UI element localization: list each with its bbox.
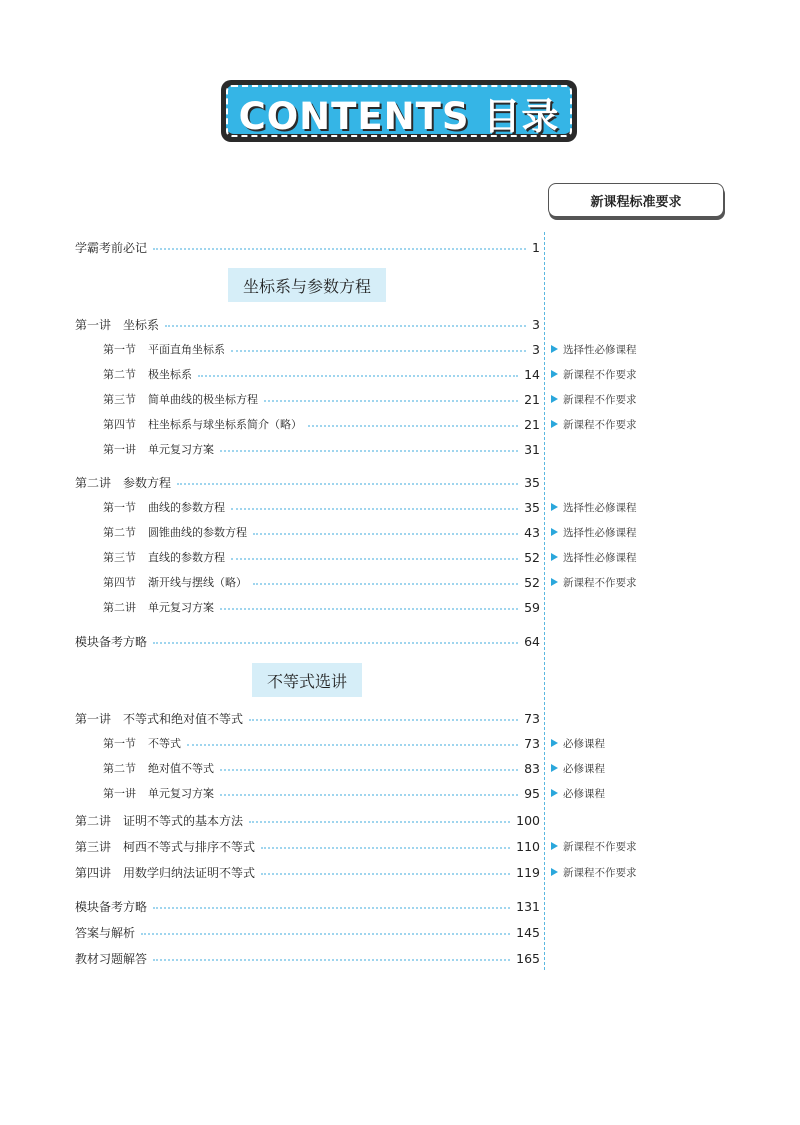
page-title: CONTENTS 目录 [238, 95, 560, 138]
triangle-bullet-icon [551, 370, 558, 378]
toc-row[interactable]: 第三节 直线的参数方程 52 选择性必修课程 [0, 547, 800, 567]
toc-row[interactable]: 第四节 渐开线与摆线（略） 52 新课程不作要求 [0, 572, 800, 592]
toc-title: 直线的参数方程 [148, 551, 225, 564]
toc-row[interactable]: 第一讲 坐标系 3 [75, 316, 540, 332]
toc-page: 35 [524, 499, 540, 515]
toc-row[interactable]: 第一节 不等式 73 必修课程 [0, 733, 800, 753]
toc-page: 35 [524, 474, 540, 490]
toc-page: 43 [524, 524, 540, 540]
toc-title: 答案与解析 [75, 925, 136, 940]
contents-banner [221, 80, 577, 142]
toc-row[interactable]: 第二节 圆锥曲线的参数方程 43 选择性必修课程 [0, 522, 800, 542]
toc-page: 31 [524, 441, 540, 457]
triangle-bullet-icon [551, 345, 558, 353]
triangle-bullet-icon [551, 842, 558, 850]
toc-title: 单元复习方案 [148, 601, 214, 614]
toc-row[interactable] [0, 631, 800, 651]
requirement-tag: 选择性必修课程 [551, 522, 637, 542]
toc-page: 1 [532, 239, 540, 255]
requirement-tag: 新课程不作要求 [551, 389, 637, 409]
toc-row[interactable]: 第一讲 单元复习方案 95 必修课程 [0, 783, 800, 803]
toc-page: 59 [524, 599, 540, 615]
triangle-bullet-icon [551, 739, 558, 747]
triangle-bullet-icon [551, 553, 558, 561]
triangle-bullet-icon [551, 868, 558, 876]
toc-row[interactable] [0, 922, 800, 942]
toc-page: 95 [524, 785, 540, 801]
triangle-bullet-icon [551, 764, 558, 772]
toc-row[interactable]: 第二讲 单元复习方案 59 [103, 599, 540, 615]
requirement-tag: 选择性必修课程 [551, 339, 637, 359]
toc-page: 52 [524, 574, 540, 590]
requirement-tag: 选择性必修课程 [551, 547, 637, 567]
toc-title: 坐标系 [123, 317, 160, 332]
toc-row[interactable]: 第二讲 证明不等式的基本方法 100 [75, 812, 540, 828]
toc-row[interactable]: 第四节 柱坐标系与球坐标系简介（略） 21 新课程不作要求 [0, 414, 800, 434]
triangle-bullet-icon [551, 503, 558, 511]
requirement-tag: 新课程不作要求 [551, 364, 637, 384]
toc-page: 3 [532, 341, 540, 357]
toc-row[interactable]: 第一讲 单元复习方案 31 [103, 441, 540, 457]
toc-row[interactable]: 第二节 极坐标系 14 新课程不作要求 [0, 364, 800, 384]
toc-page: 14 [524, 366, 540, 382]
toc-row[interactable]: 第四讲 用数学归纳法证明不等式 119 新课程不作要求 [0, 862, 800, 882]
toc-page: 119 [516, 864, 540, 880]
triangle-bullet-icon [551, 578, 558, 586]
section-title-inequalities: 不等式选讲 [252, 663, 362, 697]
toc-page: 52 [524, 549, 540, 565]
toc-title: 证明不等式的基本方法 [123, 813, 244, 828]
toc-title: 不等式和绝对值不等式 [123, 711, 244, 726]
toc-row[interactable]: 第一节 曲线的参数方程 35 选择性必修课程 [0, 497, 800, 517]
toc-title: 柯西不等式与排序不等式 [123, 839, 256, 854]
toc-title: 不等式 [148, 737, 181, 750]
requirement-tag: 新课程不作要求 [551, 836, 637, 856]
requirement-tag: 必修课程 [551, 783, 605, 803]
triangle-bullet-icon [551, 420, 558, 428]
section-title-coordinates: 坐标系与参数方程 [228, 268, 386, 302]
toc-page: 3 [532, 316, 540, 332]
toc-title: 曲线的参数方程 [148, 501, 225, 514]
toc-row[interactable] [0, 896, 800, 916]
requirement-tag: 新课程不作要求 [551, 862, 637, 882]
toc-title: 模块备考方略 [75, 899, 148, 914]
toc-row[interactable]: 第一讲 不等式和绝对值不等式 73 [75, 710, 540, 726]
toc-row[interactable]: 第三讲 柯西不等式与排序不等式 110 新课程不作要求 [0, 836, 800, 856]
toc-page: 21 [524, 391, 540, 407]
toc-title: 绝对值不等式 [148, 762, 214, 775]
triangle-bullet-icon [551, 528, 558, 536]
toc-row[interactable]: 第二节 绝对值不等式 83 必修课程 [0, 758, 800, 778]
toc-title: 简单曲线的极坐标方程 [148, 393, 258, 406]
toc-title: 渐开线与摆线（略） [148, 576, 247, 589]
requirement-tag: 必修课程 [551, 733, 605, 753]
toc-page: 83 [524, 760, 540, 776]
toc-title: 教材习题解答 [75, 951, 148, 966]
toc-page: 100 [516, 812, 540, 828]
toc-title: 圆锥曲线的参数方程 [148, 526, 247, 539]
toc-row[interactable]: 第三节 简单曲线的极坐标方程 21 新课程不作要求 [0, 389, 800, 409]
requirements-header: 新课程标准要求 [548, 183, 724, 217]
toc-page: 110 [516, 838, 540, 854]
toc-row[interactable]: 第一节 平面直角坐标系 3 选择性必修课程 [0, 339, 800, 359]
toc-title: 模块备考方略 [75, 634, 148, 649]
toc-row[interactable]: 第二讲 参数方程 35 [75, 474, 540, 490]
requirement-tag: 必修课程 [551, 758, 605, 778]
requirement-tag: 新课程不作要求 [551, 572, 637, 592]
toc-title: 平面直角坐标系 [148, 343, 225, 356]
toc-title: 参数方程 [123, 475, 172, 490]
toc-row[interactable] [0, 237, 800, 257]
toc-title: 极坐标系 [148, 368, 192, 381]
toc-page: 21 [524, 416, 540, 432]
toc-row[interactable] [0, 948, 800, 968]
requirement-tag: 新课程不作要求 [551, 414, 637, 434]
toc-page: 73 [524, 710, 540, 726]
toc-title: 单元复习方案 [148, 787, 214, 800]
toc-title: 柱坐标系与球坐标系简介（略） [148, 418, 302, 431]
toc-page: 145 [516, 924, 540, 940]
triangle-bullet-icon [551, 395, 558, 403]
toc-page: 73 [524, 735, 540, 751]
toc-page: 131 [516, 898, 540, 914]
toc-title: 单元复习方案 [148, 443, 214, 456]
toc-title: 用数学归纳法证明不等式 [123, 865, 256, 880]
toc-page: 165 [516, 950, 540, 966]
toc-page: 64 [524, 633, 540, 649]
triangle-bullet-icon [551, 789, 558, 797]
toc-title: 学霸考前必记 [75, 240, 148, 255]
requirement-tag: 选择性必修课程 [551, 497, 637, 517]
